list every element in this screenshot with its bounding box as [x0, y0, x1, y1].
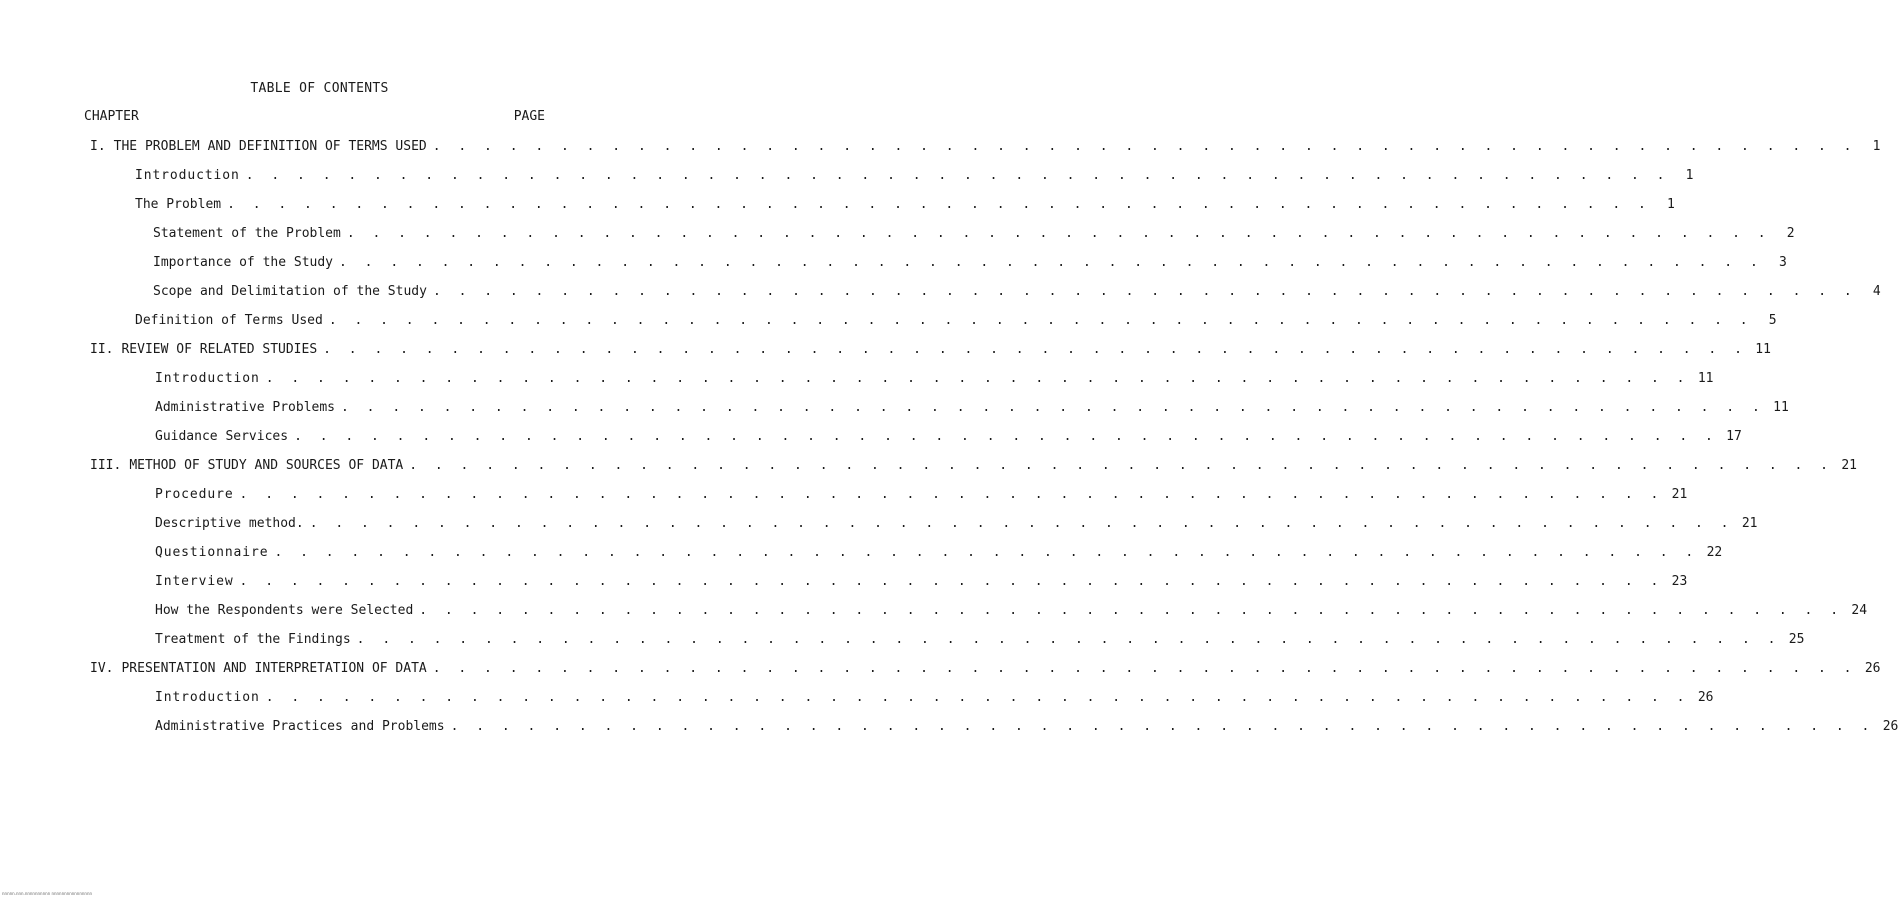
- toc-entry: [155, 485, 1688, 505]
- entry-text: How the Respondents were Selected: [155, 603, 414, 618]
- entry-page: 21: [1671, 487, 1688, 502]
- entry-page: 2: [1786, 226, 1795, 241]
- entry-text: Administrative Practices and Problems: [155, 719, 445, 734]
- entry-page: 3: [1778, 255, 1787, 270]
- toc-title: TABLE OF CONTENTS: [250, 81, 389, 96]
- chapter-number: IV.: [90, 661, 114, 676]
- toc-entry: [135, 195, 1675, 215]
- dot-leader: . . . . . . . . . . . . . . . . . . . . . . . . . . . . . . . . . . . . . . . . . . . . . . . . . . . . . . . .: [328, 313, 1753, 328]
- entry-text: Definition of Terms Used: [135, 313, 323, 328]
- entry-text: Guidance Services: [155, 429, 289, 444]
- toc-entry: [155, 572, 1688, 592]
- entry-page: 1: [1667, 197, 1675, 212]
- entry-page: 26: [1697, 690, 1714, 705]
- entry-text: REVIEW OF RELATED STUDIES: [121, 342, 318, 357]
- dot-leader: . . . . . . . . . . . . . . . . . . . . . . . . . . . . . . . . . . . . . . . . . . . . . . . . . . . . . . . .: [432, 139, 1857, 154]
- entry-page: 11: [1697, 371, 1714, 386]
- entry-text: Administrative Problems: [155, 400, 336, 415]
- toc-entry: [153, 253, 1787, 273]
- toc-entry: [155, 514, 1758, 534]
- dot-leader: . . . . . . . . . . . . . . . . . . . . . . . . . . . . . . . . . . . . . . . . . . . . . . . . . . . . . . . .: [227, 197, 1651, 212]
- dot-leader: . . . . . . . . . . . . . . . . . . . . . . . . . . . . . . . . . . . . . . . . . . . . . . . . . . . . . . . .: [341, 400, 1765, 415]
- toc-entry: [155, 630, 1805, 650]
- dot-leader: . . . . . . . . . . . . . . . . . . . . . . . . . . . . . . . . . . . . . . . . . . . . . . . . . . . . . . . .: [450, 719, 1875, 734]
- dot-leader: . . . . . . . . . . . . . . . . . . . . . . . . . . . . . . . . . . . . . . . . . . . . . . . . . . . . . . . .: [239, 487, 1664, 502]
- entry-page: 21: [1841, 458, 1858, 473]
- entry-page: 26: [1882, 719, 1898, 734]
- chapter-number: I.: [90, 139, 106, 154]
- entry-text: Statement of the Problem: [153, 226, 341, 241]
- toc-entry: [135, 166, 1694, 186]
- entry-page: 23: [1671, 574, 1688, 589]
- toc-entry: [155, 427, 1742, 447]
- toc-entry-chapter-4: [90, 659, 1881, 679]
- toc-entry: [155, 717, 1898, 737]
- dot-leader: . . . . . . . . . . . . . . . . . . . . . . . . . . . . . . . . . . . . . . . . . . . . . . . . . . . . . . . .: [419, 603, 1844, 618]
- dot-leader: . . . . . . . . . . . . . . . . . . . . . . . . . . . . . . . . . . . . . . . . . . . . . . . . . . . . . . . .: [239, 574, 1664, 589]
- entry-text: The Problem: [135, 197, 222, 212]
- chapter-number: III.: [90, 458, 122, 473]
- toc-entry: [155, 601, 1868, 621]
- entry-page: 22: [1706, 545, 1723, 560]
- toc-entry: [153, 224, 1795, 244]
- entry-text: Interview: [155, 574, 234, 589]
- dot-leader: . . . . . . . . . . . . . . . . . . . . . . . . . . . . . . . . . . . . . . . . . . . . . . . . . . . . . . . .: [274, 545, 1699, 560]
- entry-page: 25: [1788, 632, 1805, 647]
- dot-leader: . . . . . . . . . . . . . . . . . . . . . . . . . . . . . . . . . . . . . . . . . . . . . . . . . . . . . . . .: [309, 516, 1734, 531]
- dot-leader: . . . . . . . . . . . . . . . . . . . . . . . . . . . . . . . . . . . . . . . . . . . . . . . . . . . . . . . .: [294, 429, 1718, 444]
- toc-entry-chapter-3: [90, 456, 1858, 476]
- page-header: PAGE: [513, 109, 545, 124]
- toc-entry: [155, 688, 1714, 708]
- chapter-header: CHAPTER: [84, 109, 139, 124]
- entry-text: Descriptive method.: [155, 516, 304, 531]
- entry-page: 1: [1685, 168, 1694, 183]
- dot-leader: . . . . . . . . . . . . . . . . . . . . . . . . . . . . . . . . . . . . . . . . . . . . . . . . . . . . . . . .: [356, 632, 1781, 647]
- dot-leader: . . . . . . . . . . . . . . . . . . . . . . . . . . . . . . . . . . . . . . . . . . . . . . . . . . . . . . . .: [432, 661, 1857, 676]
- entry-text: Introduction: [135, 168, 240, 183]
- dot-leader: . . . . . . . . . . . . . . . . . . . . . . . . . . . . . . . . . . . . . . . . . . . . . . . . . . . . . . . .: [339, 255, 1763, 270]
- toc-entry-chapter-2: [90, 340, 1771, 360]
- dot-leader: . . . . . . . . . . . . . . . . . . . . . . . . . . . . . . . . . . . . . . . . . . . . . . . . . . . . . . . .: [323, 342, 1747, 357]
- toc-entry: [155, 369, 1714, 389]
- entry-page: 11: [1755, 342, 1771, 357]
- dot-leader: . . . . . . . . . . . . . . . . . . . . . . . . . . . . . . . . . . . . . . . . . . . . . . . . . . . . . . . .: [265, 690, 1690, 705]
- toc-entry: [135, 311, 1777, 331]
- toc-entry: [155, 543, 1723, 563]
- entry-page: 21: [1741, 516, 1758, 531]
- entry-text: Introduction: [155, 690, 260, 705]
- entry-page: 17: [1726, 429, 1742, 444]
- dot-leader: . . . . . . . . . . . . . . . . . . . . . . . . . . . . . . . . . . . . . . . . . . . . . . . . . . . . . . . .: [409, 458, 1834, 473]
- toc-entry: [155, 398, 1789, 418]
- entry-text: Treatment of the Findings: [155, 632, 351, 647]
- toc-entry-chapter-1: [90, 137, 1881, 157]
- entry-text: Introduction: [155, 371, 260, 386]
- entry-page: 26: [1864, 661, 1881, 676]
- dot-leader: . . . . . . . . . . . . . . . . . . . . . . . . . . . . . . . . . . . . . . . . . . . . . . . . . . . . . . . .: [245, 168, 1670, 183]
- dot-leader: . . . . . . . . . . . . . . . . . . . . . . . . . . . . . . . . . . . . . . . . . . . . . . . . . . . . . . . .: [432, 284, 1857, 299]
- entry-text: THE PROBLEM AND DEFINITION OF TERMS USED: [113, 139, 427, 154]
- entry-text: Questionnaire: [155, 545, 269, 560]
- toc-entry: [153, 282, 1881, 302]
- entry-text: Importance of the Study: [153, 255, 334, 270]
- entry-page: 1: [1872, 139, 1881, 154]
- entry-text: METHOD OF STUDY AND SOURCES OF DATA: [129, 458, 404, 473]
- chapter-number: II.: [90, 342, 114, 357]
- entry-text: Scope and Delimitation of the Study: [153, 284, 427, 299]
- entry-text: Procedure: [155, 487, 234, 502]
- dot-leader: . . . . . . . . . . . . . . . . . . . . . . . . . . . . . . . . . . . . . . . . . . . . . . . . . . . . . . . .: [346, 226, 1771, 241]
- dot-leader: . . . . . . . . . . . . . . . . . . . . . . . . . . . . . . . . . . . . . . . . . . . . . . . . . . . . . . . .: [265, 371, 1690, 386]
- entry-page: 11: [1773, 400, 1789, 415]
- entry-page: 4: [1872, 284, 1881, 299]
- entry-page: 5: [1768, 313, 1777, 328]
- entry-text: PRESENTATION AND INTERPRETATION OF DATA: [121, 661, 427, 676]
- scan-footer-mark: nnnnn.nnn.nnnnnnnnnn nnnnnnnnnnnnnnnn: [2, 891, 93, 896]
- entry-page: 24: [1851, 603, 1868, 618]
